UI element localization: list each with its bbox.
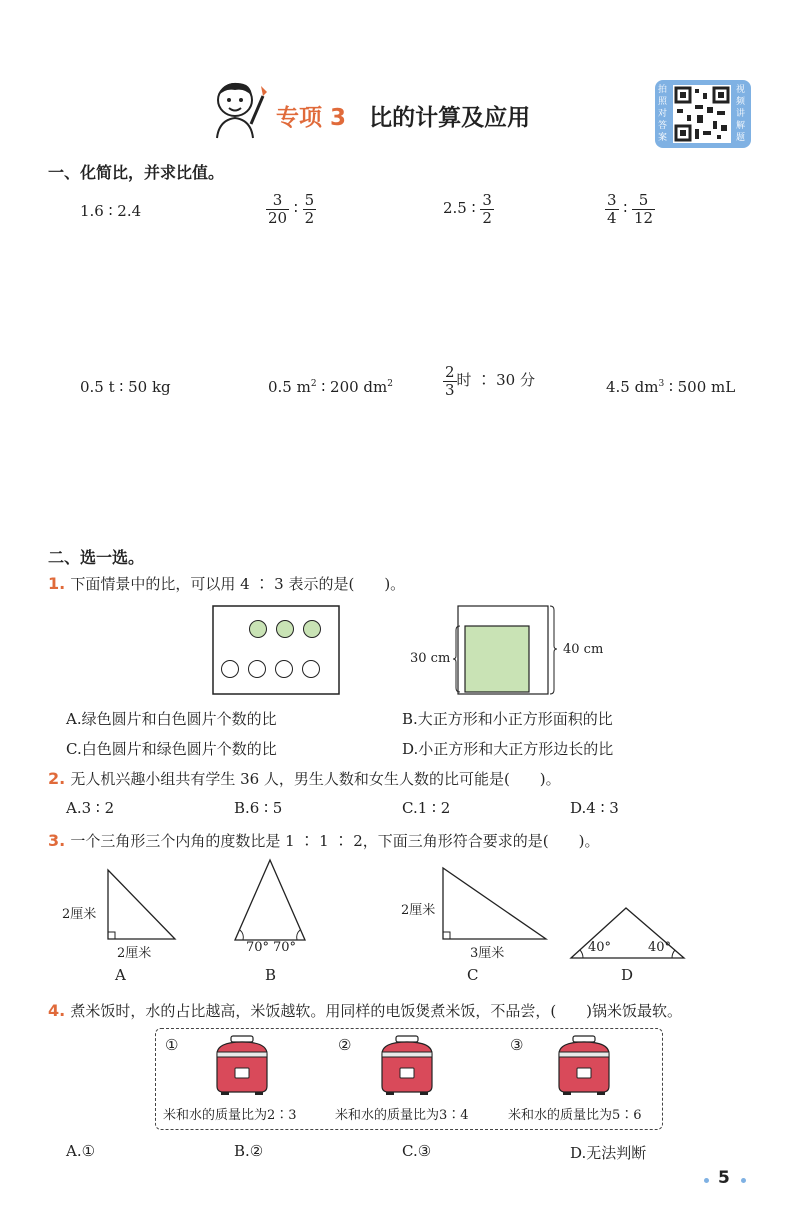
tri-d-angle2: 40° xyxy=(648,940,672,955)
q2-option-a[interactable]: A.3 ∶ 2 xyxy=(66,799,115,817)
tri-b-label[interactable]: B xyxy=(265,966,277,984)
tri-b-angle2: 70° xyxy=(273,940,297,955)
topic-label: 专项 3 xyxy=(276,105,347,131)
cooker-3-mark: ③ xyxy=(510,1036,524,1054)
tri-c-bottom-label: 3厘米 xyxy=(470,946,505,961)
expr-2-2: 0.5 $m^2$ ∶ 200 $dm^2$ xyxy=(268,378,393,396)
triangle-c xyxy=(440,866,550,943)
squares-figure xyxy=(452,604,562,696)
question-4: 4. 煮米饭时，水的占比越高，米饭越软。用同样的电饭煲煮米饭，不品尝，( )锅米饭最软。 xyxy=(48,1001,683,1020)
expr-1-2: $\frac{3}{20}$ ∶ $\frac{5}{2}$ xyxy=(268,191,315,227)
footer-dot-left-icon xyxy=(704,1178,709,1183)
qr-code-badge[interactable] xyxy=(655,80,751,148)
q4-option-c[interactable]: C.③ xyxy=(402,1142,432,1160)
cooker-2-caption: 米和水的质量比为3∶4 xyxy=(335,1108,469,1123)
page-title: 比的计算及应用 xyxy=(369,105,531,131)
tri-b-angle1: 70° xyxy=(246,940,270,955)
question-1: 1. 下面情景中的比，可以用 4 ∶ 3 表示的是( )。 xyxy=(48,574,406,593)
tri-a-label[interactable]: A xyxy=(115,966,126,984)
q4-option-b[interactable]: B.② xyxy=(234,1142,264,1160)
expr-2-3: $\frac{2}{3}$ 时 ∶ 30 分 xyxy=(445,363,535,399)
q2-option-d[interactable]: D.4 ∶ 3 xyxy=(570,799,619,817)
qr-right-text: 视频讲解题 xyxy=(736,85,746,143)
cooker-3-caption: 米和水的质量比为5∶6 xyxy=(508,1108,642,1123)
tri-c-label[interactable]: C xyxy=(467,966,479,984)
q1-option-c[interactable]: C.白色圆片和绿色圆片个数的比 xyxy=(66,740,277,758)
section2-title: 二、选一选。 xyxy=(48,548,145,567)
label-30cm: 30 cm xyxy=(410,651,451,666)
tri-d-angle1: 40° xyxy=(588,940,612,955)
rice-cooker-2-icon xyxy=(378,1034,436,1096)
cooker-1-mark: ① xyxy=(165,1036,179,1054)
expr-2-4: 4.5 $dm^3$ ∶ 500 mL xyxy=(606,378,736,396)
q2-option-c[interactable]: C.1 ∶ 2 xyxy=(402,799,451,817)
question-3: 3. 一个三角形三个内角的度数比是 1 ∶ 1 ∶ 2，下面三角形符合要求的是( )。 xyxy=(48,831,600,850)
qr-code-icon xyxy=(673,85,731,143)
q1-option-a[interactable]: A.绿色圆片和白色圆片个数的比 xyxy=(66,710,277,728)
q4-option-a[interactable]: A.① xyxy=(66,1142,96,1160)
expr-1-3: 2.5 ∶ $\frac{3}{2}$ xyxy=(443,191,492,227)
q1-option-b[interactable]: B.大正方形和小正方形面积的比 xyxy=(402,710,613,728)
tri-d-label[interactable]: D xyxy=(621,966,634,984)
q2-option-b[interactable]: B.6 ∶ 5 xyxy=(234,799,283,817)
cooker-1-caption: 米和水的质量比为2∶3 xyxy=(163,1108,297,1123)
rice-cooker-1-icon xyxy=(213,1034,271,1096)
triangle-a xyxy=(105,868,180,943)
page-number: 5 xyxy=(718,1168,730,1188)
cooker-2-mark: ② xyxy=(338,1036,352,1054)
tri-c-left-label: 2厘米 xyxy=(401,903,436,918)
tri-a-left-label: 2厘米 xyxy=(62,907,97,922)
qr-left-text: 拍照对答案 xyxy=(658,85,668,143)
rice-cooker-3-icon xyxy=(555,1034,613,1096)
question-2: 2. 无人机兴趣小组共有学生 36 人，男生人数和女生人数的比可能是( )。 xyxy=(48,769,561,788)
circles-figure xyxy=(212,605,340,695)
expr-2-1: 0.5 t ∶ 50 kg xyxy=(80,378,171,396)
expr-1-1: 1.6 ∶ 2.4 xyxy=(80,202,142,220)
q4-option-d[interactable]: D.无法判断 xyxy=(570,1144,647,1162)
triangle-b xyxy=(230,858,310,944)
expr-1-4: $\frac{3}{4}$ ∶ $\frac{5}{12}$ xyxy=(607,191,654,227)
tri-a-bottom-label: 2厘米 xyxy=(117,946,152,961)
q1-option-d[interactable]: D.小正方形和大正方形边长的比 xyxy=(402,740,614,758)
section1-title: 一、化简比，并求比值。 xyxy=(48,163,225,182)
footer-dot-right-icon xyxy=(741,1178,746,1183)
mascot-boy-icon xyxy=(205,78,275,144)
label-40cm: 40 cm xyxy=(563,642,604,657)
